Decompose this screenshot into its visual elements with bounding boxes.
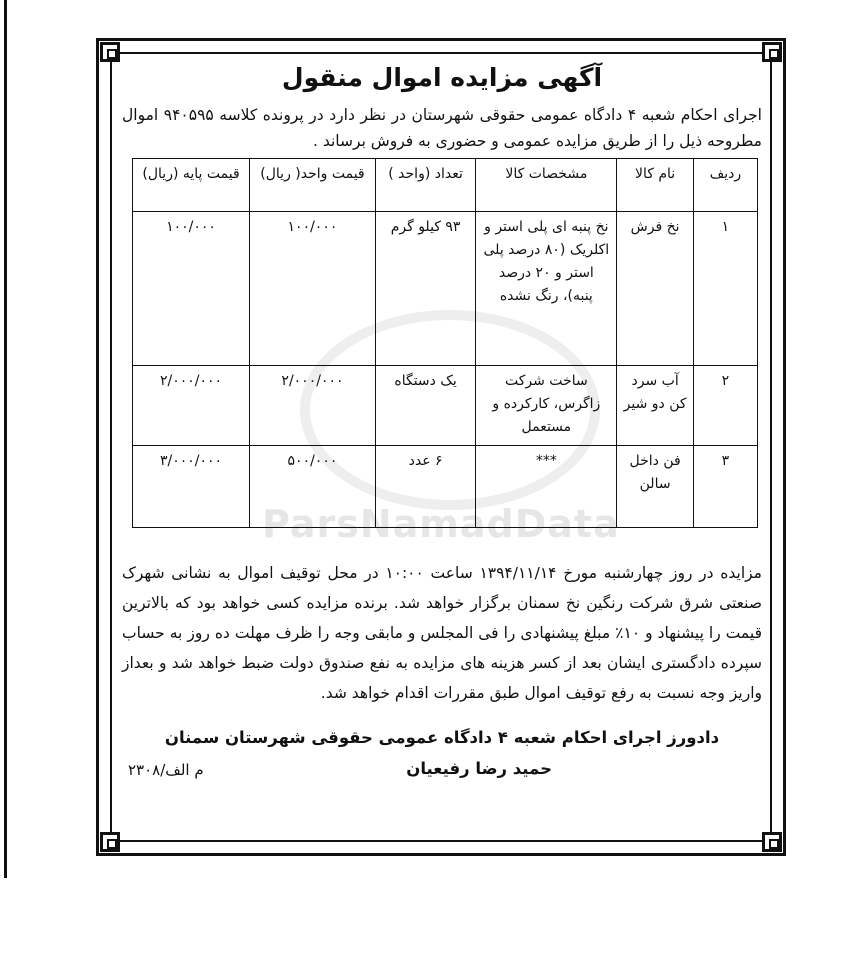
cell-unit-price: ۲/۰۰۰/۰۰۰ — [250, 366, 376, 446]
table-row — [133, 212, 758, 366]
cell-quantity: ۶ عدد — [375, 446, 475, 528]
frame-corner-ornament — [100, 832, 120, 852]
header-quantity: تعداد (واحد ) — [375, 159, 475, 212]
signature-row — [122, 754, 762, 784]
auction-details: مزایده در روز چهارشنبه مورخ ۱۳۹۴/۱۱/۱۴ ساعت ۱۰:۰۰ در محل توقیف اموال به نشانی شهرک صنعتی شرق شرکت رنگین نخ سمنان برگزار خواهد شد. برنده مزایده کسی خواهد بود که بالاترین قیمت را پیشنهاد و ۱۰٪ مبلغ پیشنهادی را فی المجلس و مابقی وجه را ظرف مهلت ده روز به حساب سپرده دادگستری ایشان بعد از کسر هزینه های مزایده به نفع صندوق دولت ضبط خواهد شد و بعداز واریز وجه نسبت به رفع توقیف اموال طبق مقررات اقدام خواهد شد. — [122, 564, 762, 702]
table-row — [133, 366, 758, 446]
cell-row-number: ۲ — [693, 366, 757, 446]
signature-title: دادورز اجرای احکام شعبه ۴ دادگاه عمومی حقوقی شهرستان سمنان — [164, 727, 720, 747]
frame-corner-ornament — [100, 42, 120, 62]
page-edge-rule — [4, 0, 7, 878]
signature-name: حمید رضا رفیعیان — [406, 758, 552, 778]
cell-row-number: ۳ — [693, 446, 757, 528]
watermark-text: ParsNamadData — [262, 502, 620, 546]
table-row — [133, 446, 758, 528]
cell-unit-price: ۱۰۰/۰۰۰ — [250, 212, 376, 366]
header-unit-price: قیمت واحد( ریال) — [250, 159, 376, 212]
header-item-spec: مشخصات کالا — [476, 159, 617, 212]
header-row-number: ردیف — [693, 159, 757, 212]
cell-item-name: آب سرد کن دو شیر — [617, 366, 693, 446]
cell-base-price: ۳/۰۰۰/۰۰۰ — [133, 446, 250, 528]
header-base-price: قیمت پایه (ریال) — [133, 159, 250, 212]
cell-quantity: یک دستگاه — [375, 366, 475, 446]
items-table — [132, 158, 758, 528]
cell-item-name: نخ فرش — [617, 212, 693, 366]
header-item-name: نام کالا — [617, 159, 693, 212]
frame-corner-ornament — [762, 832, 782, 852]
cell-base-price: ۱۰۰/۰۰۰ — [133, 212, 250, 366]
cell-item-spec: ساخت شرکت زاگرس، کارکرده و مستعمل — [476, 366, 617, 446]
frame-corner-ornament — [762, 42, 782, 62]
notice-content — [122, 58, 762, 784]
cell-base-price: ۲/۰۰۰/۰۰۰ — [133, 366, 250, 446]
cell-quantity: ۹۳ کیلو گرم — [375, 212, 475, 366]
notice-title: آگهی مزایده اموال منقول — [281, 63, 603, 92]
notice-intro: اجرای احکام شعبه ۴ دادگاه عمومی حقوقی شهرستان در نظر دارد در پرونده کلاسه ۹۴۰۵۹۵ اموال مطروحه ذیل را از طریق مزایده عمومی و حضوری به فروش برساند . — [122, 106, 762, 150]
table-header-row — [133, 159, 758, 212]
cell-item-name: فن داخل سالن — [617, 446, 693, 528]
cell-item-spec: *** — [476, 446, 617, 528]
cell-row-number: ۱ — [693, 212, 757, 366]
cell-unit-price: ۵۰۰/۰۰۰ — [250, 446, 376, 528]
cell-item-spec: نخ پنبه ای پلی استر و اکلریک (۸۰ درصد پلی استر و ۲۰ درصد پنبه)، رنگ نشده — [476, 212, 617, 366]
reference-number: م الف/۲۳۰۸ — [128, 760, 204, 779]
